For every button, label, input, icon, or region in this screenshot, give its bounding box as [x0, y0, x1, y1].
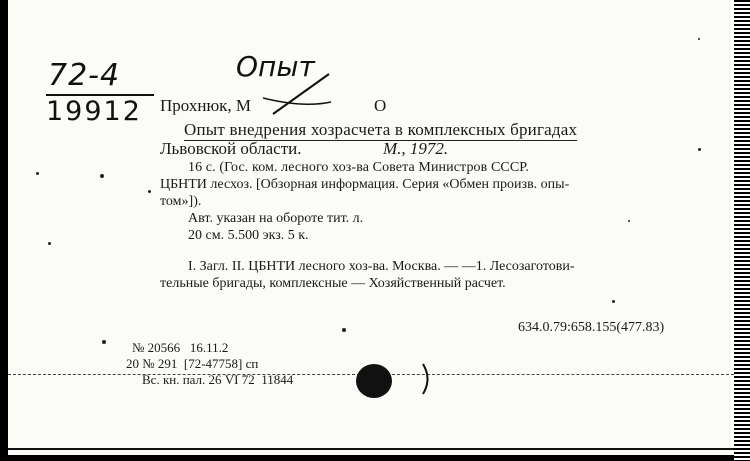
subject-line-2: тельные бригады, комплексные — Хозяйственный расчет.	[160, 276, 506, 291]
dust-speck	[48, 242, 51, 245]
card-letter: О	[374, 96, 387, 115]
dust-speck	[148, 190, 151, 193]
subject-line-1: I. Загл. II. ЦБНТИ лесного хоз-ва. Москва. — —1. Лесозаготови-	[188, 259, 575, 274]
pub-line-2: ЦБНТИ лесхоз. [Обзорная информация. Серия «Обмен произв. опы-	[160, 177, 570, 192]
handwritten-subject-note: Опыт	[236, 50, 315, 83]
udc-code: 634.0.79:658.155(477.83)	[518, 320, 665, 335]
catalog-card	[8, 0, 734, 455]
handwritten-inventory-number: 19912	[46, 96, 142, 127]
dust-speck	[100, 174, 104, 178]
bracket-mark	[420, 362, 434, 396]
pub-line-1: 16 с. (Гос. ком. лесного хоз-ва Совета Министров СССР.	[188, 160, 530, 175]
handwritten-stroke	[263, 70, 333, 120]
handwritten-shelf-code: 72-4	[48, 58, 121, 93]
stamp-blot	[356, 364, 392, 398]
dust-speck	[612, 300, 615, 303]
note-line-1: Авт. указан на обороте тит. л.	[188, 211, 364, 226]
dust-speck	[342, 328, 346, 332]
author-heading: Прохнюк, М	[160, 96, 252, 115]
scan-edge	[734, 0, 750, 461]
dust-speck	[698, 148, 701, 151]
pub-line-3: том»]).	[160, 194, 202, 209]
registration-line-1: № 20566 16.11.2	[132, 340, 229, 355]
card-bottom-border	[8, 448, 734, 450]
dust-speck	[102, 340, 106, 344]
registration-line-2: 20 № 291 [72-47758] сп	[126, 356, 259, 371]
place-year: М., 1972.	[383, 139, 449, 158]
title-line-1: Опыт внедрения хозрасчета в комплексных бригадах	[184, 120, 578, 139]
dust-speck	[628, 220, 630, 222]
note-line-2: 20 см. 5.500 экз. 5 к.	[188, 228, 309, 243]
registration-line-3: Вс. кн. пал. 26 VI 72 11844	[142, 372, 294, 387]
title-line-2: Львовской области.	[160, 139, 302, 158]
dust-speck	[698, 38, 700, 40]
dust-speck	[36, 172, 39, 175]
